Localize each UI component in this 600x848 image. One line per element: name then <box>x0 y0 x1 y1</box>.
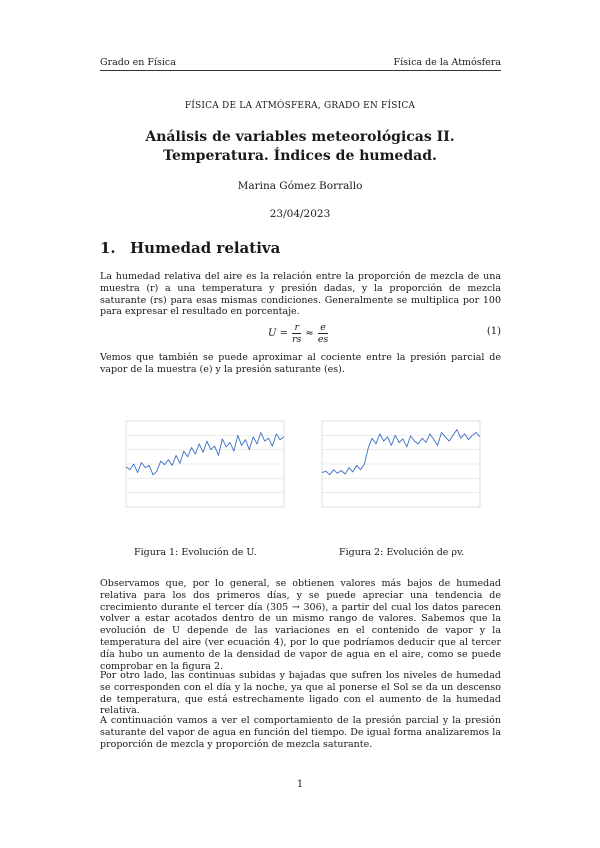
running-header <box>100 57 501 68</box>
paragraph-5: A continuación vamos a ver el comportamiento de la presión parcial y la presión saturante del vapor de agua en función del tiempo. De igual forma analizaremos la proporción de mezcla y proporción de mezcla saturante. <box>100 715 501 750</box>
page-number: 1 <box>296 779 304 790</box>
header-rule <box>100 70 501 71</box>
author: Marina Gómez Borrallo <box>237 180 363 192</box>
denominator-es: es <box>317 334 329 345</box>
numerator-r: r <box>294 322 299 333</box>
vapor-density-chart <box>308 403 488 533</box>
series-line <box>322 430 480 475</box>
paragraph-2: Vemos que también se puede aproximar al cociente entre la presión parcial de vapor de la muestra (e) y la presión saturante (es). <box>100 352 501 375</box>
figure-1-chart <box>112 403 292 533</box>
denominator-rs: rs <box>292 334 302 345</box>
date: 23/04/2023 <box>269 208 331 220</box>
paragraph-1: La humedad relativa del aire es la relación entre la proporción de mezcla de una muestra (r) a una temperatura y presión dadas, y la proporción de mezcla saturante (rs) para esas mismas condiciones. Generalmente se multiplica por 100 para expresar el resultado en porcentaje. <box>100 271 501 318</box>
course-line: FÍSICA DE LA ATMÓSFERA, GRADO EN FÍSICA <box>184 101 416 111</box>
section-number: 1. <box>100 239 116 257</box>
fraction-r <box>292 322 301 345</box>
paragraph-3: Observamos que, por lo general, se obtienen valores más bajos de humedad relativa para los dos primeros días, y se puede apreciar una tendencia de crecimiento durante el tercer día (305 → 306), a partir del cual los datos parecen volver a estar acotados dentro de un mismo rango de valores. Sabemos que la evolución de U depende de las variaciones en el contenido de vapor y la temperatura del aire (ver ecuación 4), por lo que podríamos deducir que al tercer día hubo un aumento de la densidad de vapor de agua en el aire, como se puede comprobar en la figura 2. <box>100 578 501 672</box>
equation-number: (1) <box>486 326 501 337</box>
section-heading <box>100 239 280 257</box>
title-line-2: Temperatura. Índices de humedad. <box>163 148 437 164</box>
numerator-e: e <box>320 322 326 333</box>
title-line-1: Análisis de variables meteorológicas II. <box>145 129 455 145</box>
fraction-e <box>318 322 329 345</box>
series-line <box>126 433 284 475</box>
header-left: Grado en Física <box>100 57 176 68</box>
figure-2-chart <box>308 403 488 533</box>
approx-sign: ≈ <box>305 328 314 339</box>
equation-lhs: U = <box>268 328 288 339</box>
figure-2-caption: Figura 2: Evolución de ρv. <box>339 547 465 558</box>
paper-title <box>0 128 600 166</box>
header-right: Física de la Atmósfera <box>393 57 501 68</box>
figure-1-caption: Figura 1: Evolución de U. <box>134 547 257 558</box>
humidity-chart <box>112 403 292 533</box>
paragraph-4: Por otro lado, las continuas subidas y bajadas que sufren los niveles de humedad se corresponden con el día y la noche, ya que al ponerse el Sol se da un descenso de temperatura, que está estrechamente ligado con el aumento de la humedad relativa. <box>100 670 501 717</box>
equation-1 <box>100 318 501 348</box>
section-title: Humedad relativa <box>130 239 281 257</box>
